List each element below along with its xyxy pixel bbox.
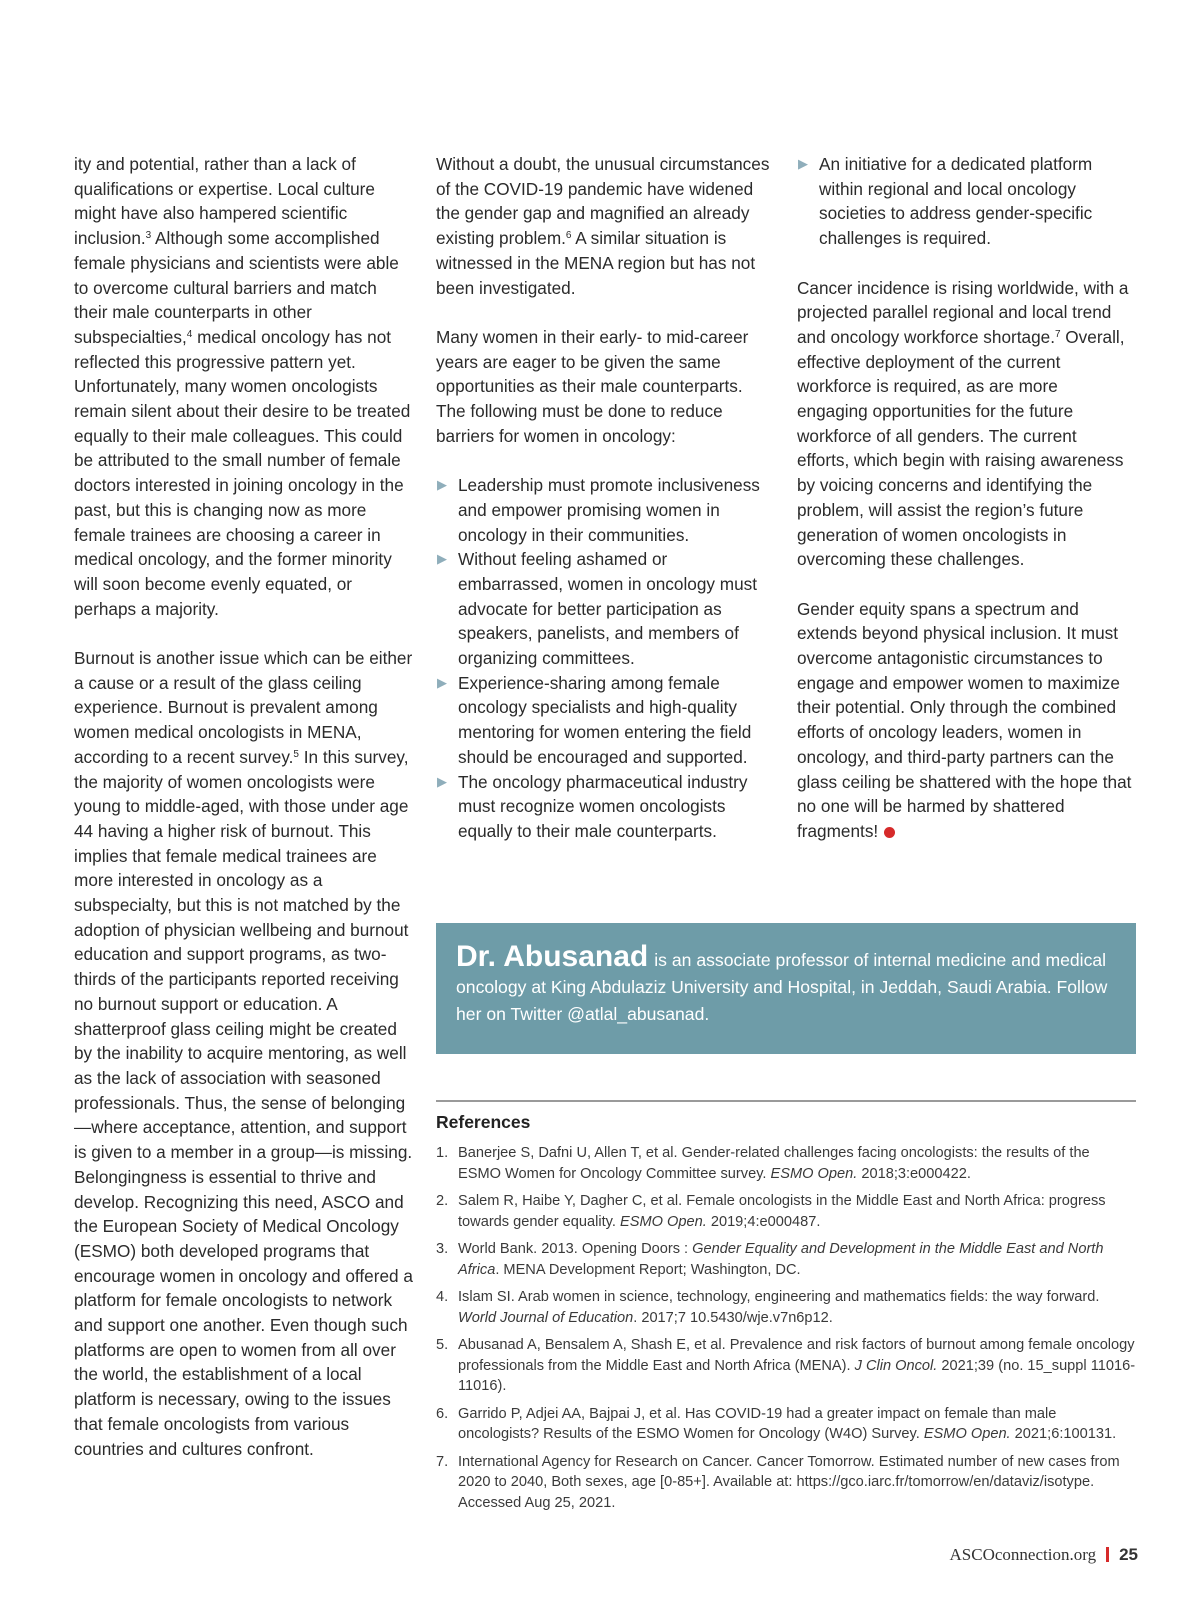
reference-item: 4. Islam SI. Arab women in science, technology, engineering and mathematics fields: the way forward. World Journal of Education. 2017;7 10.5430/wje.v7n6p12.: [436, 1289, 1100, 1326]
citation-sup: 6: [565, 230, 572, 242]
paragraph: Without a doubt, the unusual circumstances of the COVID-19 pandemic have widened the gender gap and magnified an already existing problem.$^6$ A similar situation is witnessed in the MENA region but has not been investigated.: [436, 154, 770, 298]
reference-item: 5. Abusanad A, Bensalem A, Shash E, et al. Prevalence and risk factors of burnout among female oncology professionals from the Middle East and North Africa (MENA). J Clin Oncol. 2021;39 (no. 15_suppl 11016-11016).: [436, 1337, 1136, 1394]
triangle-bullet-icon: ▶: [437, 477, 447, 493]
triangle-bullet-icon: ▶: [798, 156, 808, 171]
column-middle: [436, 152, 776, 868]
paragraph: Cancer incidence is rising worldwide, with a projected parallel regional and local trend and oncology workforce shortage.$^7$ Overall, effective deployment of the current workforce is required, as are more engaging opportunities for the future workforce of all genders. The current efforts, which begin with raising awareness by voicing concerns and identifying the problem, will assist the region’s future generation of women oncologists in overcoming these challenges.: [797, 277, 1129, 570]
triangle-bullet-icon: ▶: [437, 551, 447, 567]
list-item: ▶ Leadership must promote inclusiveness and empower promising women in oncology in their communities.: [437, 475, 760, 545]
paragraph: Many women in their early- to mid-career years are eager to be given the same opportunities as their male counterparts. The following must be done to reduce barriers for women in oncology:: [436, 326, 749, 446]
paragraph: Burnout is another issue which can be either a cause or a result of the glass ceiling experience. Burnout is prevalent among women medical oncologists in MENA, according to a recent survey.$^5$ In this survey, the majority of women oncologists were young to middle-aged, with those under age 44 having a higher risk of burnout. This implies that female medical trainees are more interested in oncology as a subspecialty, but this is not matched by the adoption of physician wellbeing and burnout education and support programs, as two-thirds of the participants reported receiving no burnout support or education. A shatterproof glass ceiling might be created by the inability to acquire mentoring, as well as the lack of association with seasoned professionals. Thus, the sense of belonging—where acceptance, attention, and support is given to a member in a group—is missing. Belongingness is essential to thrive and develop. Recognizing this need, ASCO and the European Society of Medical Oncology (ESMO) both developed programs that encourage women in oncology and offered a platform for female oncologists to network and support one another. Even though such platforms are open to women from all over the world, the establishment of a local platform is necessary, owing to the issues that female oncologists from various countries and cultures confront.: [74, 648, 413, 1459]
column-left: [74, 152, 414, 1486]
triangle-bullet-icon: ▶: [437, 773, 447, 789]
footer-separator: [1106, 1547, 1109, 1562]
bullet-list: [797, 152, 1133, 251]
author-bio-box: [436, 923, 1136, 1054]
reference-item: 7. International Agency for Research on Cancer. Cancer Tomorrow. Estimated number of new cases from 2020 to 2040, Both sexes, age [0-85+]. Available at: https://gco.iarc.fr/tomorrow/en/dataviz/isotype. Accessed Aug 25, 2021.: [436, 1453, 1120, 1511]
divider: [436, 1100, 1136, 1102]
reference-item: 3. World Bank. 2013. Opening Doors : Gender Equality and Development in the Middle East and North Africa. MENA Development Report; Washington, DC.: [436, 1241, 1104, 1278]
author-name: Dr. Abusanad: [456, 940, 649, 973]
references-list: [436, 1143, 1136, 1520]
paragraph: ity and potential, rather than a lack of qualifications or expertise. Local culture might have also hampered scientific inclusion.$^3$ Although some accomplished female physicians and scientists were able to overcome cultural barriers and match their male counterparts in other subspecialties,$^4$ medical oncology has not reflected this progressive pattern yet. Unfortunately, many women oncologists remain silent about their desire to be treated equally to their male colleagues. This could be attributed to the small number of female doctors interested in joining oncology in the past, but this is changing now as more female trainees are choosing a career in medical oncology, and the former minority will soon become evenly equated, or perhaps a majority.: [74, 154, 411, 619]
page-number: 25: [1119, 1545, 1138, 1564]
list-item: ▶ Without feeling ashamed or embarrassed, women in oncology must advocate for better participation as speakers, panelists, and members of organizing committees.: [437, 549, 758, 669]
list-item: ▶ The oncology pharmaceutical industry must recognize women oncologists equally to their male counterparts.: [437, 771, 748, 841]
end-mark-icon: [884, 827, 895, 838]
site-name: ASCOconnection.org: [949, 1545, 1097, 1564]
citation-sup: 7: [1054, 328, 1061, 340]
list-item: ▶ Experience-sharing among female oncology specialists and high-quality mentoring for women entering the field should be encouraged and supported.: [437, 672, 752, 767]
list-item: ▶ An initiative for a dedicated platform within regional and local oncology societies to address gender-specific challenges is required.: [798, 154, 1093, 249]
citation-sup: 4: [186, 328, 193, 340]
reference-item: 1. Banerjee S, Dafni U, Allen T, et al. Gender-related challenges facing oncologists: the results of the ESMO Women for Oncology Committee survey. ESMO Open. 2018;3:e000422.: [436, 1145, 1090, 1182]
reference-item: 2. Salem R, Haibe Y, Dagher C, et al. Female oncologists in the Middle East and North Africa: progress towards gender equality. ESMO Open. 2019;4:e000487.: [436, 1193, 1106, 1230]
citation-sup: 5: [293, 748, 299, 760]
reference-item: 6. Garrido P, Adjei AA, Bajpai J, et al. Has COVID-19 had a greater impact on female than male oncologists? Results of the ESMO Women for Oncology (W4O) Survey. ESMO Open. 2021;6:100131.: [436, 1405, 1117, 1442]
citation-sup: 3: [145, 230, 152, 242]
references-heading: References: [436, 1112, 531, 1132]
paragraph: Gender equity spans a spectrum and extends beyond physical inclusion. It must overcome antagonistic circumstances to engage and empower women to maximize their potential. Only through the combined efforts of oncology leaders, women in oncology, and third-party partners can the glass ceiling be shattered with the hope that no one will be harmed by shattered fragments!: [797, 598, 1132, 841]
author-bio-text: is an associate professor of internal medicine and medical oncology at King Abdulaziz University and Hospital, in Jeddah, Saudi Arabia. Follow her on Twitter @atlal_abusanad.: [456, 950, 1108, 1024]
bullet-list: [436, 473, 776, 844]
column-right: [797, 152, 1133, 868]
page-footer: [950, 1545, 1138, 1565]
triangle-bullet-icon: ▶: [437, 674, 447, 690]
